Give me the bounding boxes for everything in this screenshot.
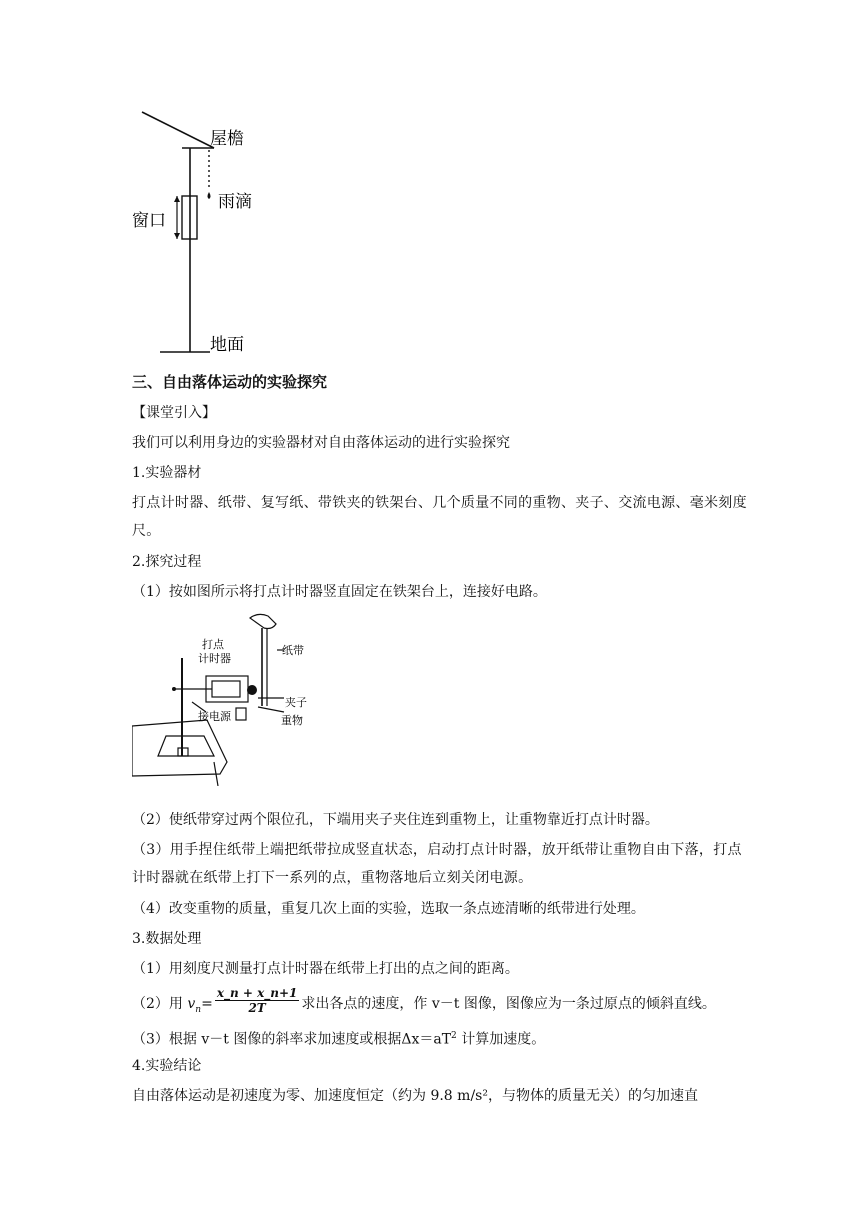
data-step-2-suffix: 求出各点的速度，作 v－t 图像，图像应为一条过原点的倾斜直线。 <box>301 996 716 1012</box>
window-label: 窗口 <box>132 211 166 231</box>
data-step-1: （1）用刻度尺测量打点计时器在纸带上打出的点之间的距离。 <box>132 961 519 977</box>
roof-line <box>142 112 214 148</box>
conclusion-title: 4.实验结论 <box>132 1058 202 1074</box>
equipment-title: 1.实验器材 <box>132 465 202 481</box>
process-step-3: （3）用手捏住纸带上端把纸带拉成竖直状态，启动打点计时器，放开纸带让重物自由下落，打点计时器就在纸带上打下一系列的点，重物落地后立刻关闭电源。 <box>132 842 742 886</box>
timer-label-line2: 计时器 <box>198 652 231 665</box>
velocity-formula-fraction <box>215 986 300 1015</box>
process-title: 2.探究过程 <box>132 554 202 570</box>
velocity-symbol: v <box>187 996 196 1012</box>
data-step-3 <box>132 1022 747 1054</box>
section-title: 三、自由落体运动的实验探究 <box>132 373 328 391</box>
process-step-1: （1）按如图所示将打点计时器竖直固定在铁架台上，连接好电路。 <box>132 584 547 600</box>
velocity-subscript: n <box>195 1004 202 1015</box>
timer-label-line1: 打点 <box>202 638 224 651</box>
eaves-label: 屋檐 <box>210 129 244 149</box>
power-label: 接电源 <box>198 710 231 723</box>
data-step-2-prefix: （2）用 <box>132 996 188 1012</box>
ticker-timer-figure <box>132 608 307 786</box>
conclusion-text: 自由落体运动是初速度为零、加速度恒定（约为 9.8 m/s²，与物体的质量无关）的匀加速直 <box>132 1088 698 1104</box>
equipment-text: 打点计时器、纸带、复写纸、带铁夹的铁架台、几个质量不同的重物、夹子、交流电源、毫米刻度尺。 <box>132 495 747 539</box>
weight-icon <box>236 708 246 720</box>
process-step-4: （4）改变重物的质量，重复几次上面的实验，选取一条点迹清晰的纸带进行处理。 <box>132 901 645 917</box>
ground-label: 地面 <box>210 335 244 355</box>
timer-dot-icon <box>247 685 257 695</box>
fraction-numerator: x_n + x_n+1 <box>216 985 298 1000</box>
stand-base <box>158 736 214 756</box>
hand-icon <box>250 614 276 628</box>
data-processing-title: 3.数据处理 <box>132 931 202 947</box>
raindrop-icon <box>208 192 211 199</box>
data-step-3-suffix: 计算加速度。 <box>456 1031 546 1048</box>
tape-label: 纸带 <box>282 644 304 657</box>
data-step-3-prefix: （3）根据 v－t 图像的斜率求加速度或根据Δx＝aT <box>132 1031 452 1048</box>
data-step-2 <box>132 985 747 1024</box>
intro-text: 我们可以利用身边的实验器材对自由落体运动的进行实验探究 <box>132 435 510 451</box>
weight-label: 重物 <box>281 714 303 727</box>
power-superscript: 2 <box>451 1031 457 1041</box>
clip-label: 夹子 <box>285 696 307 709</box>
raindrop-window-figure <box>128 98 308 360</box>
process-step-2: （2）使纸带穿过两个限位孔，下端用夹子夹住连到重物上，让重物靠近打点计时器。 <box>132 812 659 828</box>
raindrop-label: 雨滴 <box>218 192 252 212</box>
classroom-intro: 【课堂引入】 <box>132 405 216 421</box>
fraction-denominator: 2T <box>248 1000 266 1015</box>
equals-sign: = <box>201 996 213 1012</box>
